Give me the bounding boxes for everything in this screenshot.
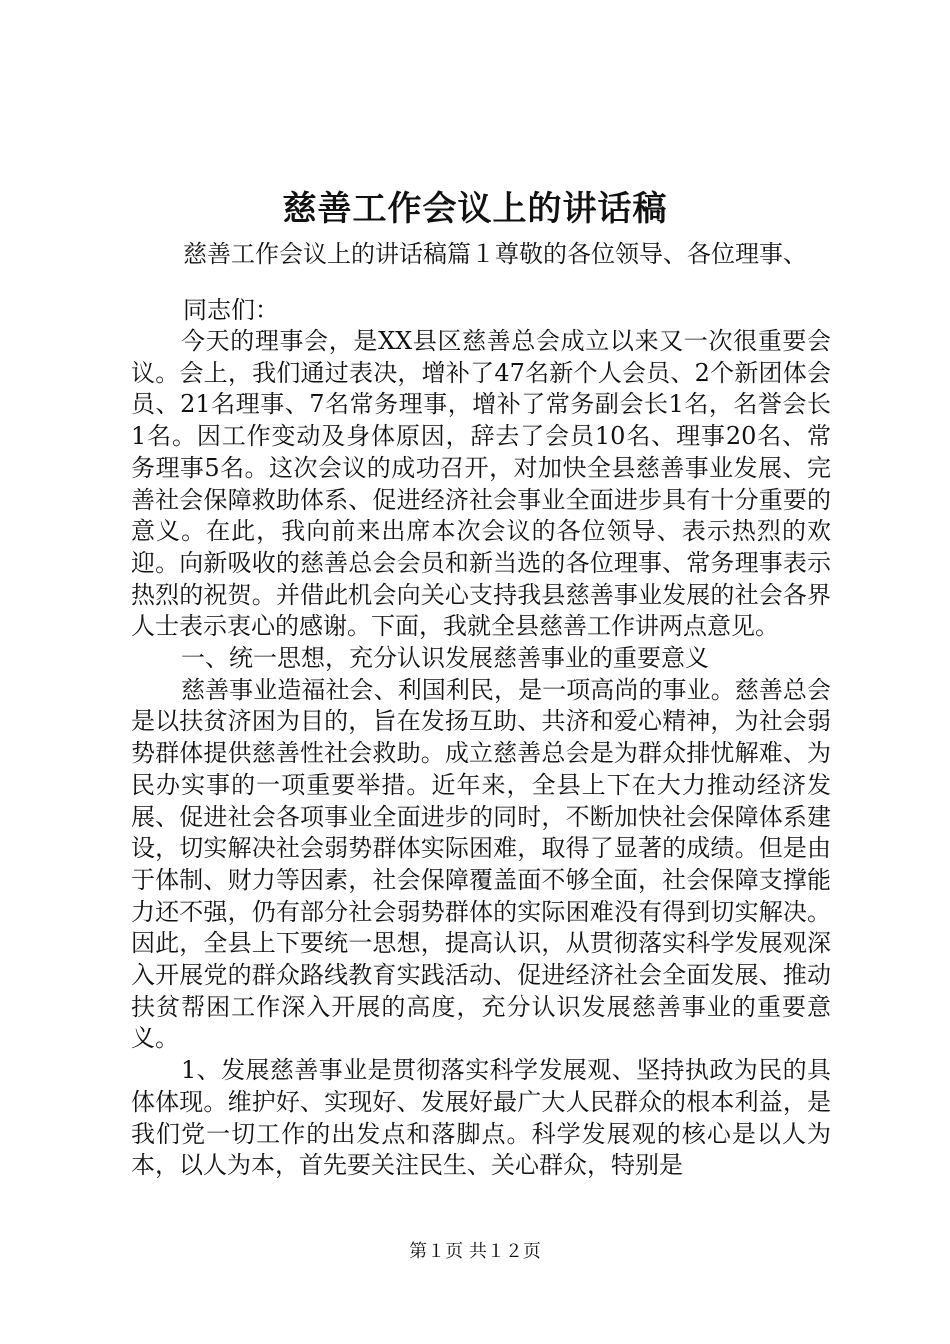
paragraph-opening: 今天的理事会，是XX县区慈善总会成立以来又一次很重要会议。会上，我们通过表决，增补了47名新个人会员、2个新团体会员、21名理事、7名常务理事，增补了常务副会长1名，名誉会长1名。因工作变动及身体原因，辞去了会员10名、理事20名、常务理事5名。这次会议的成功召开，对加快全县慈善事业发展、完善社会保障救助体系、促进经济社会事业全面进步具有十分重要的意义。在此，我向前来出席本次会议的各位领导、表示热烈的欢迎。向新吸收的慈善总会会员和新当选的各位理事、常务理事表示热烈的祝贺。并借此机会向关心支持我县慈善事业发展的社会各界人士表示衷心的感谢。下面，我就全县慈善工作讲两点意见。	[131, 327, 831, 641]
page-footer: 第１页 共１２页	[409, 1241, 541, 1262]
paragraph-section-1: 慈善事业造福社会、利国利民，是一项高尚的事业。慈善总会是以扶贫济困为目的，旨在发扬互助、共济和爱心精神，为社会弱势群体提供慈善性社会救助。成立慈善总会是为群众排忧解难、为民办实事的一项重要举措。近年来，全县上下在大力推动经济发展、促进社会各项事业全面进步的同时，不断加快社会保障体系建设，切实解决社会弱势群体实际困难，取得了显著的成绩。但是由于体制、财力等因素，社会保障覆盖面不够全面，社会保障支撑能力还不强，仍有部分社会弱势群体的实际困难没有得到切实解决。因此，全县上下要统一思想，提高认识，从贯彻落实科学发展观深入开展党的群众路线教育实践活动、促进经济社会全面发展、推动扶贫帮困工作深入开展的高度，充分认识发展慈善事业的重要意义。	[131, 675, 831, 1053]
document-title: 慈善工作会议上的讲话稿	[282, 189, 668, 229]
document-body	[131, 326, 831, 1182]
intro-line: 慈善工作会议上的讲话稿篇１尊敬的各位领导、各位理事、	[183, 240, 807, 268]
paragraph-point-1: 1、发展慈善事业是贯彻落实科学发展观、坚持执政为民的具体体现。维护好、实现好、发展好最广大人民群众的根本利益，是我们党一切工作的出发点和落脚点。科学发展观的核心是以人为本，以人为本，首先要关注民生、关心群众，特别是	[131, 1056, 831, 1180]
section-heading-1: 一、统一思想，充分认识发展慈善事业的重要意义	[181, 644, 709, 673]
salutation: 同志们：	[183, 296, 279, 324]
